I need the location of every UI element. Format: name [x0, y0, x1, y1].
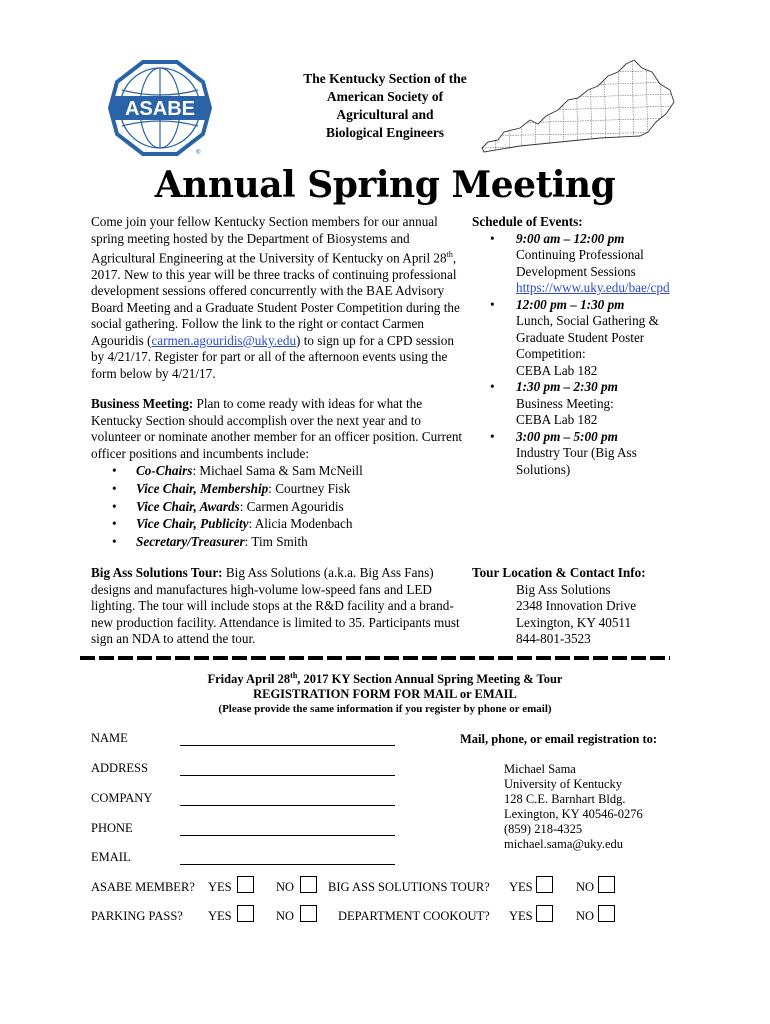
contact-line: Big Ass Solutions: [516, 581, 611, 597]
event-line: CEBA Lab 182: [516, 412, 598, 427]
schedule-of-events: [472, 214, 692, 478]
event-line: Solutions): [516, 461, 571, 477]
event-line: Development Sessions: [516, 263, 636, 279]
schedule-event: [472, 429, 692, 479]
event-time: 12:00 pm – 1:30 pm: [516, 296, 625, 312]
tour-question-label: BIG ASS SOLUTIONS TOUR?: [328, 880, 490, 894]
intro-text: , 2017. New to this year will be three tracks of continuing professional development sessions offered concurrently with the BAE Advisory Board Meeting and a Graduate Student Poster Competition during the social gathering. Follow the link to the right or contact Carmen Agouridis (: [91, 250, 460, 348]
contact-line: 844-801-3523: [516, 631, 591, 646]
mail-line: michael.sama@uky.edu: [504, 837, 623, 851]
asabe-member-yes-checkbox[interactable]: [237, 876, 254, 893]
cookout-question-label: DEPARTMENT COOKOUT?: [338, 909, 490, 923]
event-time: 1:30 pm – 2:30 pm: [516, 379, 618, 394]
org-line: Biological Engineers: [325, 125, 445, 140]
org-line: American Society of: [326, 89, 444, 104]
event-line: CEBA Lab 182: [516, 362, 598, 378]
page-title: Annual Spring Meeting: [154, 164, 616, 206]
mail-line: (859) 218-4325: [504, 822, 583, 836]
schedule-event: [472, 297, 692, 380]
cpd-link[interactable]: https://www.uky.edu/bae/cpd: [516, 280, 670, 295]
date-suffix: th: [446, 250, 453, 259]
officer-item: [110, 498, 363, 516]
form-title-text: , 2017 KY Section Annual Spring Meeting & Tour: [297, 672, 563, 687]
intro-text: Come join your fellow Kentucky Section members for our annual spring meeting hosted by the Department of Biosystems and Agricultural Engineering at the University of Kentucky on April 28: [91, 214, 447, 266]
bullet-icon: •: [490, 230, 495, 246]
tour-text: Big Ass Solutions (a.k.a. Big Ass Fans) designs and manufactures high-volume low-speed fans and LED lighting. The tour will include stops at the R&D facility and a brand-new production facility. Attendance is limited to 35. Participants must sign an NDA to attend the tour.: [91, 565, 460, 646]
kentucky-county-map: [480, 56, 676, 156]
cookout-no-checkbox[interactable]: [598, 905, 615, 922]
parking-yes-checkbox[interactable]: [237, 905, 254, 922]
asabe-logo: [108, 60, 212, 156]
event-time: 3:00 pm – 5:00 pm: [516, 428, 618, 444]
bullet-icon: •: [490, 379, 495, 394]
contact-line: Lexington, KY 40511: [516, 614, 632, 630]
email-field[interactable]: [180, 864, 395, 865]
bullet-icon: •: [490, 428, 495, 444]
cut-line-divider: [80, 656, 670, 660]
phone-label: PHONE: [91, 821, 133, 835]
logo-text: ASABE: [124, 98, 196, 120]
officer-role: Vice Chair, Publicity: [136, 516, 249, 532]
asabe-member-label: ASABE MEMBER?: [91, 880, 195, 894]
officer-role: Vice Chair, Awards: [136, 498, 240, 514]
asabe-member-no-checkbox[interactable]: [300, 876, 317, 893]
parking-pass-label: PARKING PASS?: [91, 909, 183, 923]
org-line: The Kentucky Section of the: [303, 71, 467, 86]
mail-line: Michael Sama: [504, 762, 576, 776]
event-line: Lunch, Social Gathering &: [516, 313, 659, 328]
officer-item: [110, 480, 363, 498]
officer-name: : Carmen Agouridis: [239, 498, 344, 514]
tour-yes-checkbox[interactable]: [536, 876, 553, 893]
svg-text:®: ®: [196, 150, 201, 156]
intro-paragraph: [91, 214, 466, 382]
schedule-heading: Schedule of Events:: [472, 214, 583, 229]
event-time: 9:00 am – 12:00 pm: [516, 230, 625, 246]
business-label: Business Meeting:: [91, 396, 194, 411]
event-line: Continuing Professional: [516, 247, 644, 262]
name-label: NAME: [91, 731, 128, 745]
yes-label: YES: [208, 880, 232, 894]
bullet-icon: •: [490, 296, 495, 312]
event-line: Business Meeting:: [516, 395, 614, 411]
form-event-title: [90, 671, 680, 687]
officer-item: [110, 515, 363, 533]
mail-line: University of Kentucky: [504, 777, 623, 791]
officer-name: : Tim Smith: [244, 534, 308, 550]
name-field[interactable]: [180, 745, 395, 746]
org-line: Agricultural and: [336, 107, 434, 122]
no-label: NO: [576, 880, 595, 894]
event-line: Competition:: [516, 346, 586, 361]
officer-name: : Courtney Fisk: [268, 480, 351, 496]
mail-heading: Mail, phone, or email registration to:: [460, 732, 658, 746]
no-label: NO: [576, 909, 595, 923]
officer-role: Secretary/Treasurer: [136, 534, 245, 550]
yes-label: YES: [208, 909, 232, 923]
form-instructions: (Please provide the same information if you register by phone or email): [218, 703, 552, 715]
parking-no-checkbox[interactable]: [300, 905, 317, 922]
contact-line: 2348 Innovation Drive: [516, 598, 637, 613]
tour-label: Big Ass Solutions Tour:: [91, 565, 223, 580]
date-suffix: th: [290, 671, 298, 680]
officer-item: [110, 533, 363, 551]
no-label: NO: [276, 909, 295, 923]
address-label: ADDRESS: [91, 761, 148, 775]
company-field[interactable]: [180, 805, 395, 806]
form-title-text: Friday April 28: [207, 672, 291, 687]
officer-item: [110, 462, 363, 480]
officer-list: [110, 462, 363, 551]
intro-text: ) to sign up for a CPD session by 4/21/17. Register for part or all of the afternoon events using the form below by 4/21/17.: [91, 332, 454, 381]
company-label: COMPANY: [91, 791, 153, 805]
phone-field[interactable]: [180, 835, 395, 836]
cookout-yes-checkbox[interactable]: [536, 905, 553, 922]
business-text: Plan to come ready with ideas for what the Kentucky Section should accomplish over the next year and to volunteer or nominate another member for an officer position. Current officer positions and incumbents include:: [91, 396, 463, 461]
officer-role: Vice Chair, Membership: [136, 480, 269, 496]
event-line: Industry Tour (Big Ass: [516, 445, 637, 460]
no-label: NO: [276, 880, 295, 894]
schedule-event: [472, 231, 692, 297]
event-line: Graduate Student Poster: [516, 329, 645, 345]
tour-no-checkbox[interactable]: [598, 876, 615, 893]
mail-line: 128 C.E. Barnhart Bldg.: [504, 792, 626, 806]
tour-paragraph: [91, 565, 466, 648]
contact-heading: Tour Location & Contact Info:: [472, 565, 646, 580]
mail-address: [504, 762, 643, 852]
mail-line: Lexington, KY 40546-0276: [504, 807, 643, 821]
yes-label: YES: [509, 909, 533, 923]
schedule-event: [472, 379, 692, 429]
contact-email-link[interactable]: carmen.agouridis@uky.edu: [151, 332, 297, 348]
address-field[interactable]: [180, 775, 395, 776]
officer-name: : Alicia Modenbach: [248, 516, 353, 532]
yes-label: YES: [509, 880, 533, 894]
organization-title: [276, 70, 494, 142]
business-meeting-paragraph: [91, 396, 466, 462]
tour-contact-info: [472, 565, 692, 648]
officer-name: : Michael Sama & Sam McNeill: [192, 463, 363, 478]
form-heading: REGISTRATION FORM FOR MAIL or EMAIL: [253, 687, 517, 701]
officer-role: Co-Chairs: [136, 463, 193, 478]
email-label: EMAIL: [91, 850, 131, 864]
